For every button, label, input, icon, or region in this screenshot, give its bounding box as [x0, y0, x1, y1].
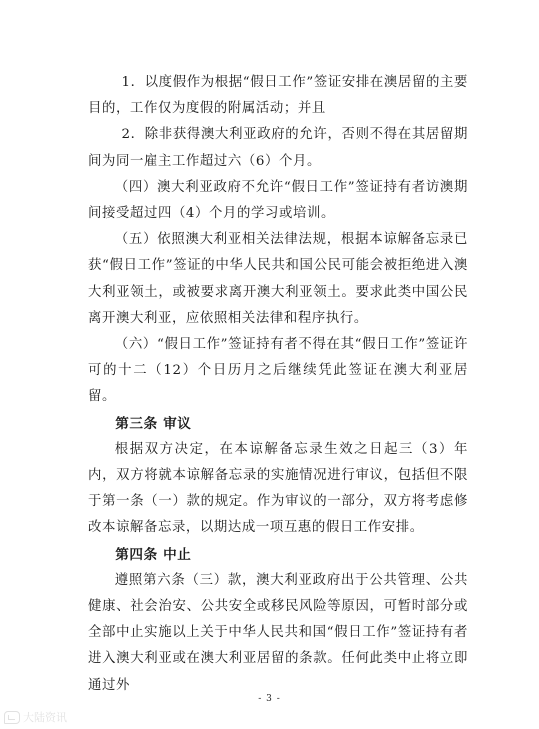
- watermark: [4, 709, 67, 725]
- watermark-text: 大陆资讯: [23, 711, 67, 724]
- page-number: - 3 -: [258, 694, 281, 704]
- section-heading-article-3: 第三条 审议: [115, 415, 192, 432]
- paragraph-item-4: （四）澳大利亚政府不允许“假日工作”签证持有者访澳期间接受超过四（4）个月的学习或培训。: [88, 179, 468, 222]
- document-body: [88, 70, 468, 699]
- paragraph-article-3: 根据双方决定，在本谅解备忘录生效之日起三（3）年内，双方将就本谅解备忘录的实施情况进行审议，包括但不限于第一条（一）款的规定。作为审议的一部分，双方将考虑修改本谅解备忘录，以期达成一项互惠的假日工作安排。: [88, 441, 468, 536]
- paragraph-item-6: （六）“假日工作”签证持有者不得在其“假日工作”签证许可的十二（12）个日历月之后继续凭此签证在澳大利亚居留。: [88, 337, 468, 405]
- section-heading-article-4: 第四条 中止: [115, 546, 192, 563]
- paragraph-article-4: 遵照第六条（三）款，澳大利亚政府出于公共管理、公共健康、社会治安、公共安全或移民风险等原因，可暂时部分或全部中止实施以上关于中华人民共和国“假日工作”签证持有者进入澳大利亚或在澳大利亚居留的条款。任何此类中止将立即通过外: [88, 572, 468, 693]
- paragraph-item-5: （五）依照澳大利亚相关法律法规，根据本谅解备忘录已获“假日工作”签证的中华人民共和国公民可能会被拒绝进入澳大利亚领土，或被要求离开澳大利亚领土。要求此类中国公民离开澳大利亚，应依照相关法律和程序执行。: [88, 232, 468, 326]
- paragraph-item-1: 1．以度假作为根据“假日工作”签证安排在澳居留的主要目的，工作仅为度假的附属活动；并且: [88, 75, 468, 117]
- watermark-logo-icon: [4, 711, 20, 724]
- paragraph-item-2: 2．除非获得澳大利亚政府的允许，否则不得在其居留期间为同一雇主工作超过六（6）个月。: [88, 127, 468, 169]
